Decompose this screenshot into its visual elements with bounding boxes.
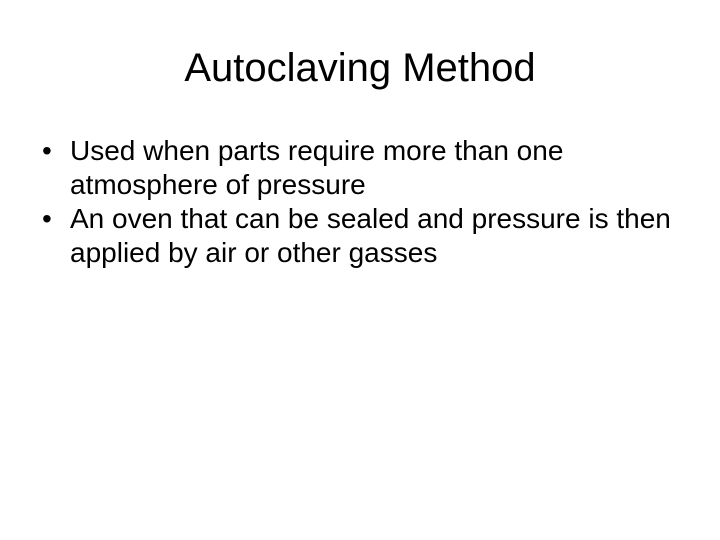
bullet-marker: • xyxy=(42,135,52,166)
list-item xyxy=(36,202,686,270)
list-item xyxy=(36,134,686,202)
bullet-text: An oven that can be sealed and pressure is then applied by air or other gasses xyxy=(70,203,671,268)
bullet-list xyxy=(36,134,686,270)
slide-title: Autoclaving Method xyxy=(184,46,536,90)
bullet-marker: • xyxy=(42,203,52,234)
bullet-text: Used when parts require more than one atmosphere of pressure xyxy=(70,135,564,200)
